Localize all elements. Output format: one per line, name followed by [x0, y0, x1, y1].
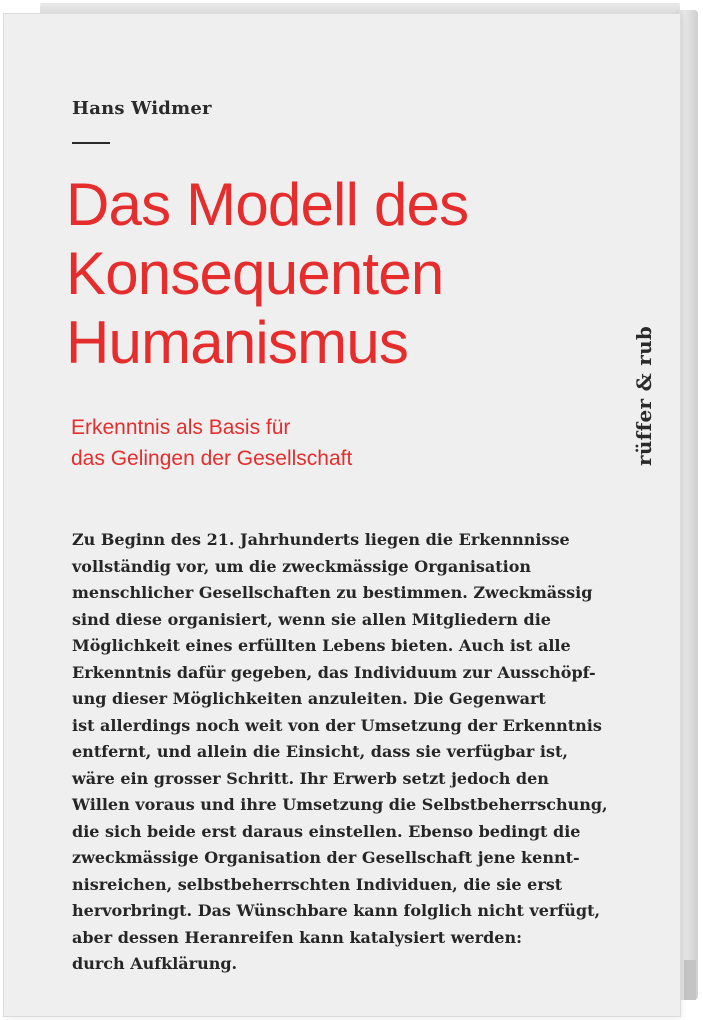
book-cover: [4, 14, 680, 1016]
blurb-line: Erkenntnis dafür gegeben, das Individuum zur Ausschöpf-: [72, 662, 596, 682]
blurb-line: Zu Beginn des 21. Jahrhunderts liegen die Erkennnisse: [72, 530, 570, 549]
title-line: Humanismus: [66, 309, 409, 376]
subtitle-line: Erkenntnis als Basis für: [71, 416, 291, 439]
subtitle-line: das Gelingen der Gesellschaft: [71, 447, 353, 470]
blurb-line: nisreichen, selbstbeherrschten Individuen, die sie erst: [72, 874, 563, 894]
blurb-line: die sich beide erst daraus einstellen. Ebenso bedingt die: [72, 821, 581, 841]
page-block-shadow: [684, 960, 696, 1000]
blurb-line: Willen voraus und ihre Umsetzung die Selbstbeherrschung,: [72, 795, 608, 814]
blurb-line: zweckmässige Organisation der Gesellschaft jene kennt-: [72, 848, 580, 867]
blurb-line: vollständig vor, um die zweckmässige Organisation: [72, 556, 532, 576]
blurb-line: menschlicher Gesellschaften zu bestimmen. Zweckmässig: [72, 583, 593, 602]
publisher-name: rüffer & rub: [632, 325, 656, 466]
blurb-line: ung dieser Möglichkeiten anzuleiten. Die Gegenwart: [72, 689, 546, 708]
author-name: Hans Widmer: [72, 98, 212, 119]
blurb-line: hervorbringt. Das Wünschbare kann folglich nicht verfügt,: [72, 901, 601, 920]
title-line: Konsequenten: [66, 240, 444, 307]
blurb-line: ist allerdings noch weit von der Umsetzung der Erkenntnis: [72, 715, 602, 735]
blurb-line: entfernt, und allein die Einsicht, dass sie verfügbar ist,: [72, 742, 568, 761]
title-line: Das Modell des: [66, 171, 469, 238]
blurb-line: sind diese organisiert, wenn sie allen Mitgliedern die: [72, 609, 551, 629]
book-blurb: [72, 527, 632, 978]
divider-rule: [72, 142, 110, 144]
book-title: [66, 170, 468, 377]
blurb-line: wäre ein grosser Schritt. Ihr Erwerb setzt jedoch den: [72, 768, 549, 788]
blurb-line: aber dessen Heranreifen kann katalysiert werden:: [72, 927, 522, 947]
blurb-line: Möglichkeit eines erfüllten Lebens bieten. Auch ist alle: [72, 636, 571, 655]
book-subtitle: [71, 412, 352, 474]
blurb-line: durch Aufklärung.: [72, 954, 238, 973]
